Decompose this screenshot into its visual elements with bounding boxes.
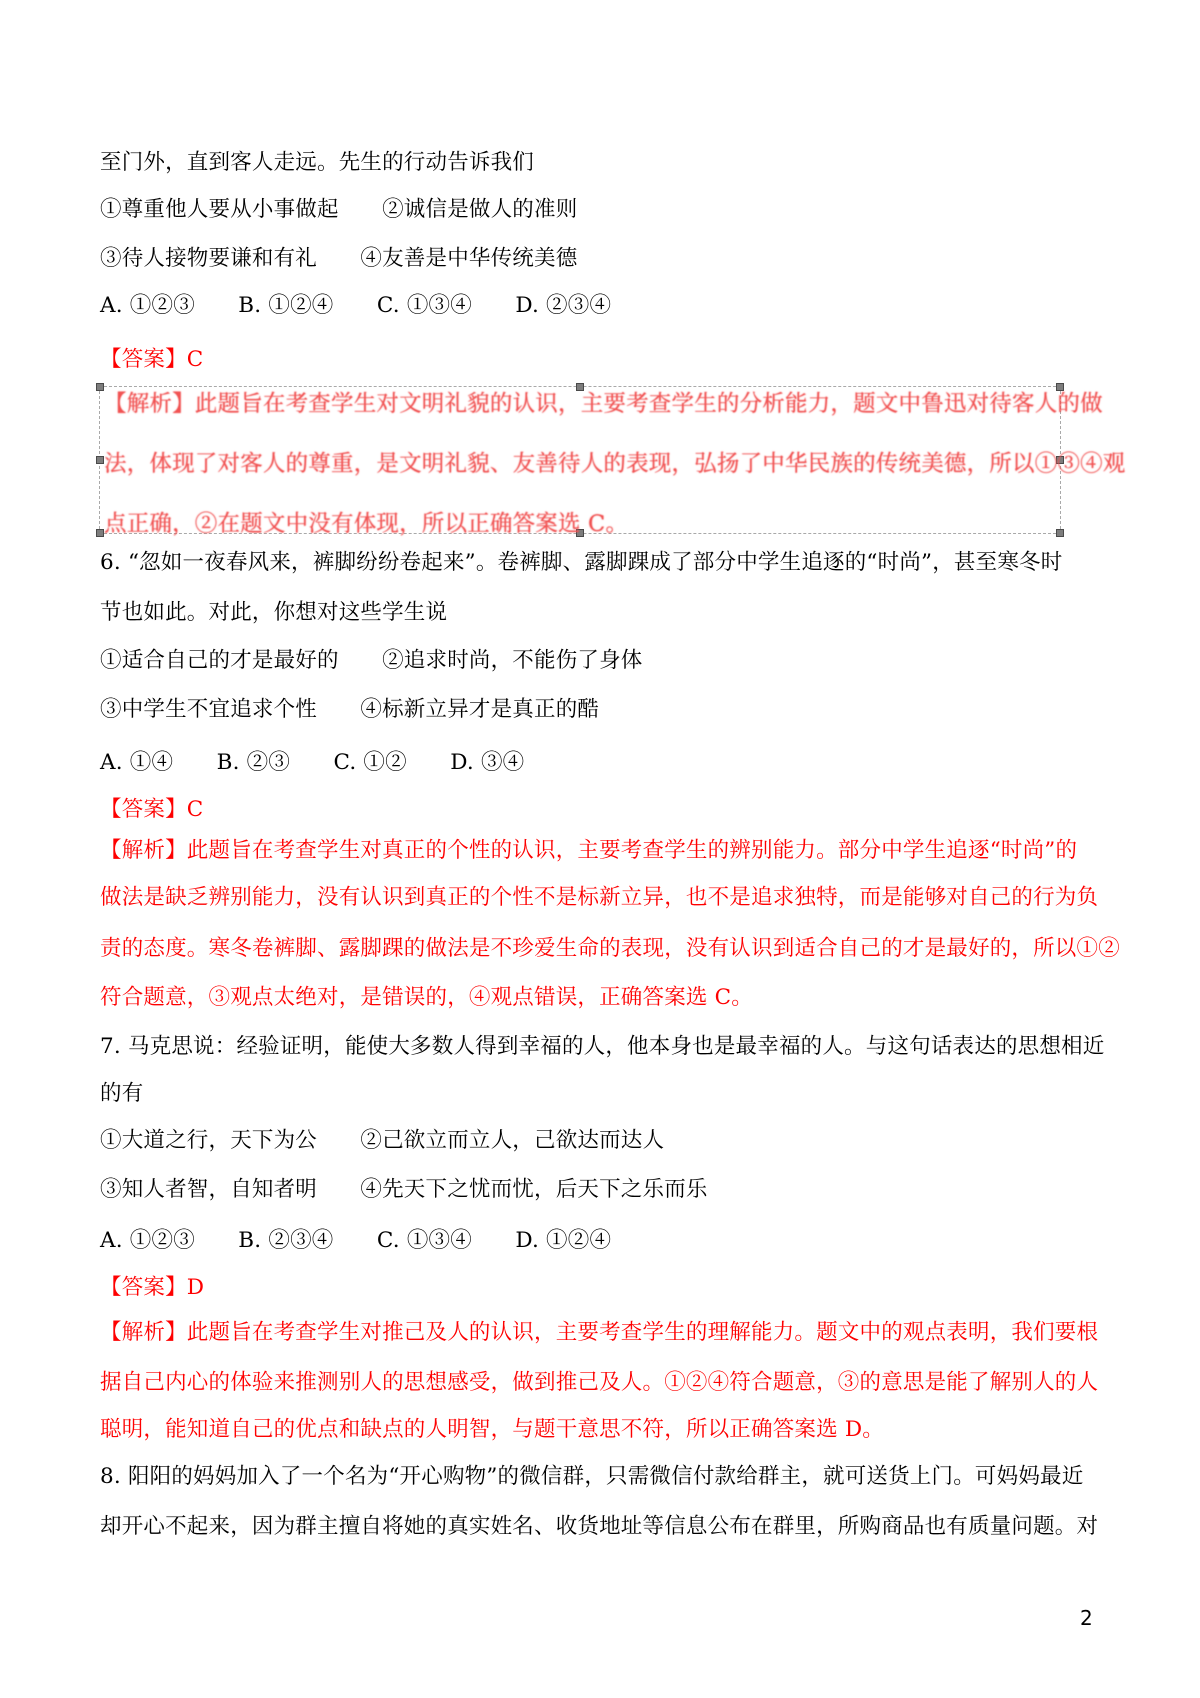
analysis-image-text-line: 【解析】此题旨在考查学生对文明礼貌的认识，主要考查学生的分析能力，题文中鲁迅对待客人的做 xyxy=(104,391,1103,417)
q6-question-line: 节也如此。对此，你想对这些学生说 xyxy=(100,600,448,625)
analysis-image-text-line: 法，体现了对客人的尊重，是文明礼貌、友善待人的表现，弘扬了中华民族的传统美德，所以①③④观 xyxy=(104,451,1126,477)
q6-analysis-line: 符合题意，③观点太绝对，是错误的，④观点错误，正确答案选 C。 xyxy=(100,985,753,1010)
resize-handle-w[interactable] xyxy=(96,456,104,464)
q5-tail-line: ①尊重他人要从小事做起 ②诚信是做人的准则 xyxy=(100,197,578,222)
q5-tail-line: A. ①②③ B. ①②④ C. ①③④ D. ②③④ xyxy=(100,293,612,318)
q6-analysis-line: 做法是缺乏辨别能力，没有认识到真正的个性不是标新立异，也不是追求独特，而是能够对自己的行为负 xyxy=(100,885,1099,910)
analysis-image-text-line: 点正确，②在题文中没有体现，所以正确答案选 C。 xyxy=(104,511,629,537)
q7-question-line: A. ①②③ B. ②③④ C. ①③④ D. ①②④ xyxy=(100,1228,612,1253)
q7-analysis-line: 据自己内心的体验来推测别人的思想感受，做到推己及人。①②④符合题意，③的意思是能了解别人的人 xyxy=(100,1370,1099,1395)
resize-handle-se[interactable] xyxy=(1056,529,1064,537)
q6-question-line: ③中学生不宜追求个性 ④标新立异才是真正的酷 xyxy=(100,697,600,722)
q6-question-line: A. ①④ B. ②③ C. ①② D. ③④ xyxy=(100,750,525,775)
q8-question-line: 8. 阳阳的妈妈加入了一个名为“开心购物”的微信群，只需微信付款给群主，就可送货上门。可妈妈最近 xyxy=(100,1464,1084,1489)
resize-handle-nw[interactable] xyxy=(96,383,104,391)
q7-question-line: ①大道之行，天下为公 ②己欲立而立人，己欲达而达人 xyxy=(100,1128,665,1153)
q7-question-line: 7. 马克思说：经验证明，能使大多数人得到幸福的人，他本身也是最幸福的人。与这句话表达的思想相近 xyxy=(100,1034,1105,1059)
q7-answer-line: 【答案】D xyxy=(100,1275,205,1300)
q5-tail-line: 至门外，直到客人走远。先生的行动告诉我们 xyxy=(100,150,535,175)
q7-analysis-line: 聪明，能知道自己的优点和缺点的人明智，与题干意思不符，所以正确答案选 D。 xyxy=(100,1417,884,1442)
q6-question-line: ①适合自己的才是最好的 ②追求时尚，不能伤了身体 xyxy=(100,648,643,673)
q5-answer-line: 【答案】C xyxy=(100,347,204,372)
q7-question-line: 的有 xyxy=(100,1081,144,1106)
page-number: 2 xyxy=(1080,1606,1093,1630)
q6-answer-line: 【答案】C xyxy=(100,797,204,822)
q6-question-line: 6. “忽如一夜春风来，裤脚纷纷卷起来”。卷裤脚、露脚踝成了部分中学生追逐的“时尚”，甚至寒冬时 xyxy=(100,550,1063,575)
q8-question-line: 却开心不起来，因为群主擅自将她的真实姓名、收货地址等信息公布在群里，所购商品也有质量问题。对 xyxy=(100,1514,1099,1539)
q6-analysis-line: 【解析】此题旨在考查学生对真正的个性的认识，主要考查学生的辨别能力。部分中学生追逐“时尚”的 xyxy=(100,838,1078,863)
q7-analysis-line: 【解析】此题旨在考查学生对推己及人的认识，主要考查学生的理解能力。题文中的观点表明，我们要根 xyxy=(100,1320,1099,1345)
q6-analysis-line: 责的态度。寒冬卷裤脚、露脚踝的做法是不珍爱生命的表现，没有认识到适合自己的才是最好的，所以①② xyxy=(100,936,1120,961)
q5-tail-line: ③待人接物要谦和有礼 ④友善是中华传统美德 xyxy=(100,246,578,271)
pasted-analysis-image-selection[interactable] xyxy=(99,386,1126,537)
q7-question-line: ③知人者智，自知者明 ④先天下之忧而忧，后天下之乐而乐 xyxy=(100,1177,708,1202)
resize-handle-sw[interactable] xyxy=(96,529,104,537)
